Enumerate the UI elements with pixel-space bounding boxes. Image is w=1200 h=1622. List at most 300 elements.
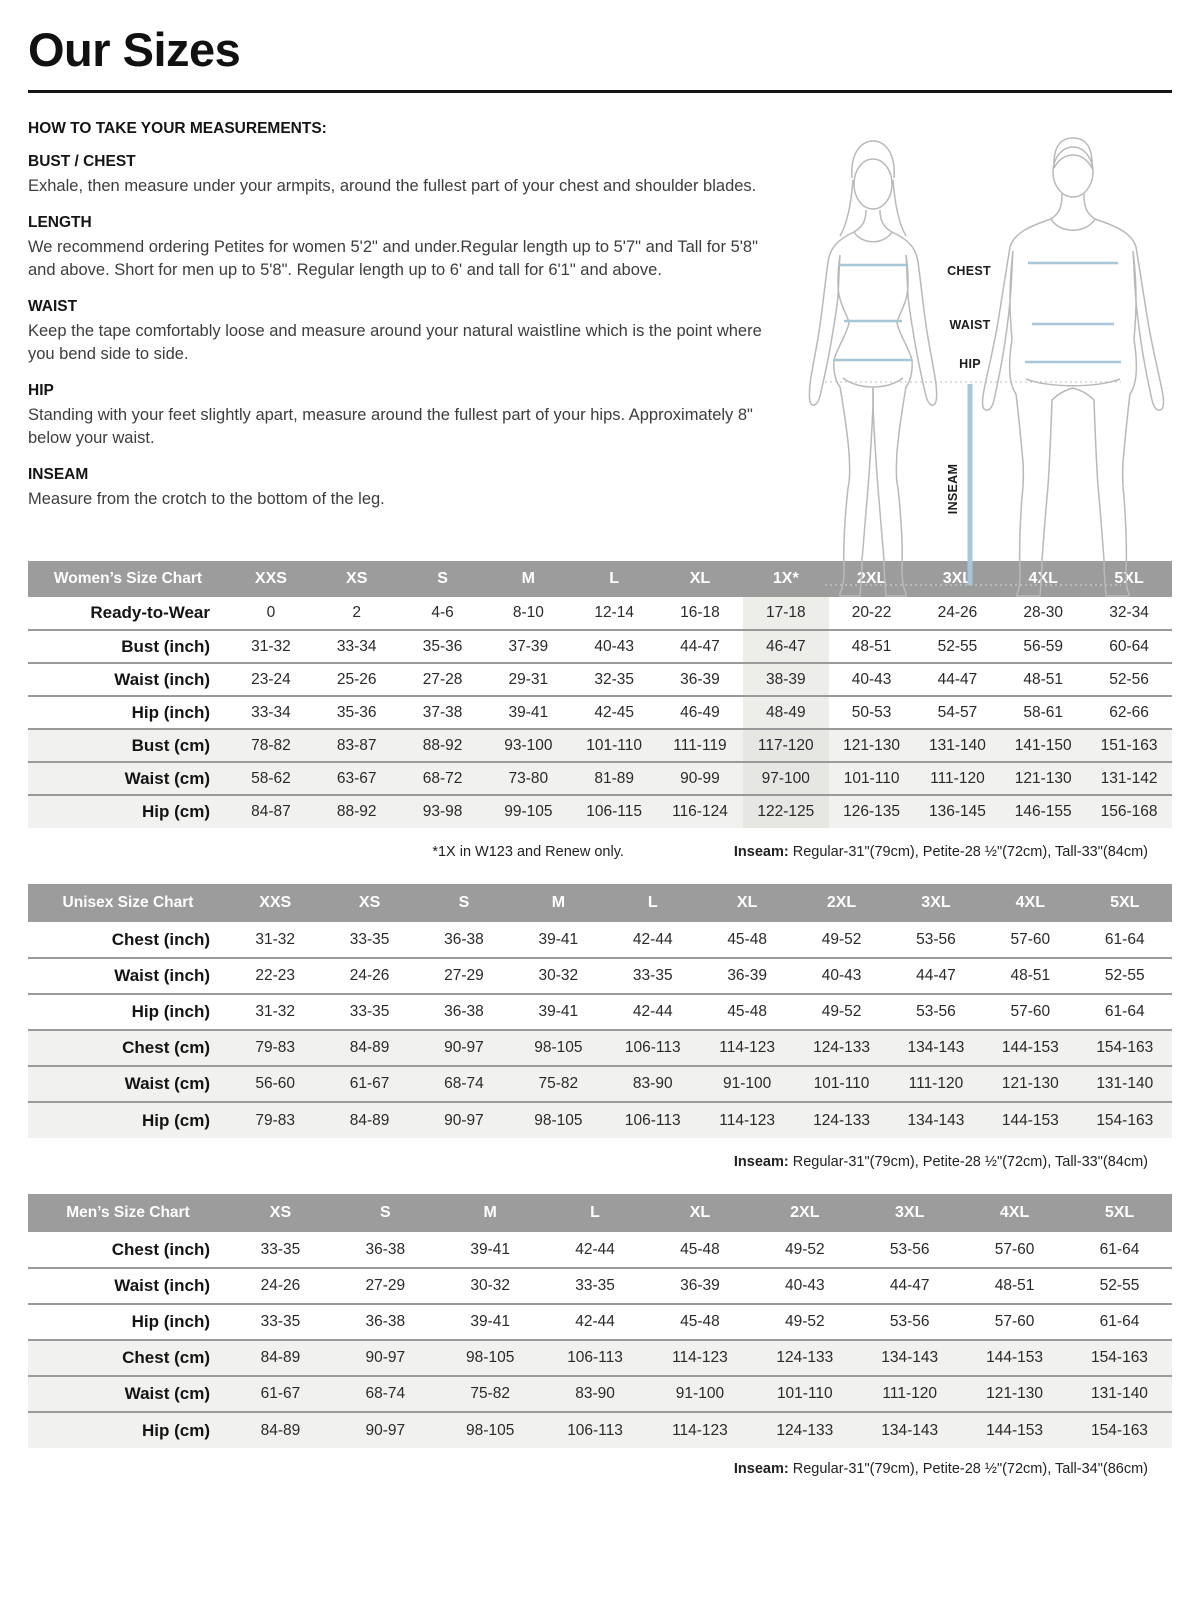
figure-label-inseam: INSEAM [946, 463, 960, 515]
size-value-cell: 35-36 [400, 630, 486, 663]
size-value-cell: 61-67 [322, 1066, 416, 1102]
size-value-cell: 33-34 [228, 696, 314, 729]
size-value-cell: 121-130 [829, 729, 915, 762]
size-value-cell: 106-113 [543, 1340, 648, 1376]
size-value-cell: 45-48 [700, 994, 794, 1030]
size-value-cell: 124-133 [794, 1030, 888, 1066]
size-header-cell: 2XL [752, 1194, 857, 1232]
size-figures-illustration [783, 132, 1168, 604]
size-value-cell: 73-80 [485, 762, 571, 795]
row-label-cell: Hip (inch) [28, 994, 228, 1030]
size-value-cell: 48-51 [983, 958, 1077, 994]
size-value-cell: 99-105 [485, 795, 571, 828]
size-value-cell: 98-105 [438, 1340, 543, 1376]
size-value-cell: 116-124 [657, 795, 743, 828]
chart-title-cell: Women’s Size Chart [28, 561, 228, 597]
size-value-cell: 20-22 [829, 597, 915, 630]
section-paragraph: Measure from the crotch to the bottom of the leg. [28, 489, 385, 508]
size-value-cell: 33-35 [322, 994, 416, 1030]
mens-chart-footnotes [28, 1461, 1172, 1477]
size-value-cell: 154-163 [1078, 1102, 1172, 1138]
size-value-cell: 90-99 [657, 762, 743, 795]
size-value-cell: 131-142 [1086, 762, 1172, 795]
section-paragraph: Exhale, then measure under your armpits, around the fullest part of your chest and shoulder blades. [28, 177, 757, 195]
size-value-cell: 49-52 [752, 1304, 857, 1340]
size-value-cell: 75-82 [438, 1376, 543, 1412]
size-value-cell: 68-74 [333, 1376, 438, 1412]
row-label-cell: Bust (inch) [28, 630, 228, 663]
table-row [28, 922, 1172, 958]
size-value-cell: 97-100 [743, 762, 829, 795]
howto-heading: HOW TO TAKE YOUR MEASUREMENTS: [28, 120, 327, 137]
size-value-cell: 29-31 [485, 663, 571, 696]
size-value-cell: 27-28 [400, 663, 486, 696]
size-value-cell: 25-26 [314, 663, 400, 696]
size-value-cell: 131-140 [915, 729, 1001, 762]
size-value-cell: 2 [314, 597, 400, 630]
size-value-cell: 146-155 [1000, 795, 1086, 828]
size-value-cell: 134-143 [889, 1030, 983, 1066]
size-value-cell: 44-47 [857, 1268, 962, 1304]
size-header-cell: M [438, 1194, 543, 1232]
size-value-cell: 58-62 [228, 762, 314, 795]
footnote-inseam-unisex [734, 1154, 1148, 1170]
table-row [28, 696, 1172, 729]
size-value-cell: 84-89 [228, 1412, 333, 1448]
inseam-footnote-label: Inseam: [733, 844, 789, 860]
row-label-cell: Bust (cm) [28, 729, 228, 762]
chart-title-cell: Unisex Size Chart [28, 884, 228, 922]
size-header-cell: XL [700, 884, 794, 922]
inseam-footnote-text: Regular-31"(79cm), Petite-28 ½"(72cm), Tall-33"(84cm) [788, 1154, 1148, 1170]
size-value-cell: 84-87 [228, 795, 314, 828]
size-value-cell: 61-64 [1067, 1304, 1172, 1340]
measurement-section-waist [28, 298, 770, 367]
size-header-cell: L [571, 561, 657, 597]
size-value-cell: 101-110 [794, 1066, 888, 1102]
size-value-cell: 36-38 [333, 1304, 438, 1340]
size-value-cell: 37-38 [400, 696, 486, 729]
size-value-cell: 42-44 [543, 1304, 648, 1340]
size-value-cell: 36-38 [417, 922, 511, 958]
size-value-cell: 16-18 [657, 597, 743, 630]
size-value-cell: 53-56 [889, 994, 983, 1030]
size-header-cell: 2XL [829, 561, 915, 597]
inseam-footnote-label: Inseam: [733, 1461, 789, 1477]
size-header-cell: XS [228, 1194, 333, 1232]
row-label-cell: Waist (cm) [28, 1376, 228, 1412]
size-value-cell: 61-67 [228, 1376, 333, 1412]
size-value-cell: 24-26 [915, 597, 1001, 630]
size-header-cell: S [400, 561, 486, 597]
size-value-cell: 131-140 [1067, 1376, 1172, 1412]
section-heading: WAIST [28, 297, 78, 315]
size-value-cell: 44-47 [915, 663, 1001, 696]
size-value-cell: 48-51 [829, 630, 915, 663]
size-header-cell: XS [322, 884, 416, 922]
size-value-cell: 42-44 [606, 922, 700, 958]
size-value-cell: 40-43 [794, 958, 888, 994]
size-value-cell: 57-60 [962, 1304, 1067, 1340]
womens-size-chart-block [28, 561, 1172, 860]
size-header-cell: 4XL [962, 1194, 1067, 1232]
size-value-cell: 46-49 [657, 696, 743, 729]
row-label-cell: Chest (inch) [28, 922, 228, 958]
size-value-cell: 91-100 [700, 1066, 794, 1102]
size-value-cell: 39-41 [438, 1304, 543, 1340]
size-value-cell: 62-66 [1086, 696, 1172, 729]
unisex-size-chart-table [28, 884, 1172, 1138]
size-value-cell: 91-100 [648, 1376, 753, 1412]
size-value-cell: 78-82 [228, 729, 314, 762]
size-value-cell: 44-47 [657, 630, 743, 663]
size-value-cell: 44-47 [889, 958, 983, 994]
size-value-cell: 88-92 [314, 795, 400, 828]
table-row [28, 795, 1172, 828]
size-value-cell: 111-119 [657, 729, 743, 762]
size-header-cell: 2XL [794, 884, 888, 922]
page-title: Our Sizes [28, 23, 241, 76]
table-row [28, 1066, 1172, 1102]
size-value-cell: 151-163 [1086, 729, 1172, 762]
chart-title-cell: Men’s Size Chart [28, 1194, 228, 1232]
size-value-cell: 81-89 [571, 762, 657, 795]
size-value-cell: 57-60 [983, 994, 1077, 1030]
size-value-cell: 39-41 [438, 1232, 543, 1268]
size-value-cell: 53-56 [857, 1232, 962, 1268]
table-row [28, 1376, 1172, 1412]
table-row [28, 1102, 1172, 1138]
size-header-cell: 3XL [915, 561, 1001, 597]
size-header-cell: M [511, 884, 605, 922]
size-value-cell: 24-26 [322, 958, 416, 994]
size-value-cell: 50-53 [829, 696, 915, 729]
size-value-cell: 154-163 [1067, 1412, 1172, 1448]
size-value-cell: 30-32 [511, 958, 605, 994]
size-value-cell: 111-120 [889, 1066, 983, 1102]
size-header-cell: 5XL [1086, 561, 1172, 597]
size-value-cell: 35-36 [314, 696, 400, 729]
row-label-cell: Chest (cm) [28, 1030, 228, 1066]
chart-header-row [28, 1194, 1172, 1232]
size-value-cell: 126-135 [829, 795, 915, 828]
size-header-cell: XXS [228, 884, 322, 922]
size-header-cell: S [417, 884, 511, 922]
section-heading: HIP [28, 381, 54, 399]
size-value-cell: 101-110 [571, 729, 657, 762]
size-value-cell: 48-51 [962, 1268, 1067, 1304]
size-value-cell: 33-34 [314, 630, 400, 663]
size-value-cell: 83-90 [543, 1376, 648, 1412]
measurement-section-hip [28, 382, 770, 451]
size-value-cell: 53-56 [857, 1304, 962, 1340]
size-header-cell: M [485, 561, 571, 597]
section-paragraph: Keep the tape comfortably loose and measure around your natural waistline which is the point where you bend side to side. [28, 321, 762, 363]
female-figure-outline [809, 141, 936, 596]
size-value-cell: 106-113 [606, 1102, 700, 1138]
size-value-cell: 121-130 [962, 1376, 1067, 1412]
figure-label-chest: CHEST [947, 264, 991, 278]
size-value-cell: 121-130 [983, 1066, 1077, 1102]
size-value-cell: 36-38 [333, 1232, 438, 1268]
size-value-cell: 38-39 [743, 663, 829, 696]
size-value-cell: 33-35 [606, 958, 700, 994]
row-label-cell: Hip (cm) [28, 1102, 228, 1138]
womens-chart-footnotes [28, 844, 1172, 860]
size-value-cell: 90-97 [333, 1340, 438, 1376]
unisex-size-chart-block [28, 884, 1172, 1170]
size-value-cell: 49-52 [752, 1232, 857, 1268]
footnote-1x: *1X in W123 and Renew only. [432, 844, 624, 860]
size-value-cell: 0 [228, 597, 314, 630]
size-value-cell: 114-123 [648, 1412, 753, 1448]
size-value-cell: 93-100 [485, 729, 571, 762]
table-row [28, 1340, 1172, 1376]
size-value-cell: 36-39 [648, 1268, 753, 1304]
size-value-cell: 45-48 [648, 1304, 753, 1340]
size-value-cell: 52-55 [915, 630, 1001, 663]
size-value-cell: 156-168 [1086, 795, 1172, 828]
row-label-cell: Waist (cm) [28, 1066, 228, 1102]
measurement-section-length [28, 214, 770, 283]
measurement-section-inseam [28, 466, 770, 512]
size-value-cell: 56-59 [1000, 630, 1086, 663]
size-value-cell: 48-51 [1000, 663, 1086, 696]
row-label-cell: Hip (inch) [28, 1304, 228, 1340]
size-value-cell: 36-38 [417, 994, 511, 1030]
size-value-cell: 114-123 [700, 1030, 794, 1066]
inseam-footnote-label: Inseam: [733, 1154, 789, 1170]
row-label-cell: Chest (inch) [28, 1232, 228, 1268]
size-value-cell: 36-39 [657, 663, 743, 696]
male-figure-outline [983, 138, 1164, 596]
size-value-cell: 75-82 [511, 1066, 605, 1102]
size-value-cell: 32-34 [1086, 597, 1172, 630]
size-value-cell: 40-43 [829, 663, 915, 696]
size-value-cell: 84-89 [322, 1030, 416, 1066]
size-value-cell: 144-153 [962, 1412, 1067, 1448]
size-header-cell: 3XL [889, 884, 983, 922]
size-value-cell: 33-35 [543, 1268, 648, 1304]
size-value-cell: 12-14 [571, 597, 657, 630]
table-row [28, 1232, 1172, 1268]
size-header-cell: S [333, 1194, 438, 1232]
size-value-cell: 52-56 [1086, 663, 1172, 696]
figure-label-hip: HIP [959, 357, 981, 371]
size-value-cell: 106-113 [543, 1412, 648, 1448]
mens-size-chart-table [28, 1194, 1172, 1448]
size-value-cell: 39-41 [511, 922, 605, 958]
size-value-cell: 61-64 [1067, 1232, 1172, 1268]
section-heading: LENGTH [28, 213, 92, 231]
table-row [28, 1268, 1172, 1304]
size-value-cell: 32-35 [571, 663, 657, 696]
table-row [28, 958, 1172, 994]
row-label-cell: Waist (inch) [28, 663, 228, 696]
size-value-cell: 45-48 [648, 1232, 753, 1268]
size-value-cell: 33-35 [228, 1232, 333, 1268]
size-value-cell: 124-133 [752, 1340, 857, 1376]
size-value-cell: 56-60 [228, 1066, 322, 1102]
size-value-cell: 79-83 [228, 1030, 322, 1066]
size-value-cell: 114-123 [700, 1102, 794, 1138]
table-row [28, 1030, 1172, 1066]
row-label-cell: Waist (cm) [28, 762, 228, 795]
unisex-chart-footnotes [28, 1154, 1172, 1170]
size-value-cell: 58-61 [1000, 696, 1086, 729]
size-value-cell: 8-10 [485, 597, 571, 630]
size-value-cell: 68-72 [400, 762, 486, 795]
size-value-cell: 124-133 [752, 1412, 857, 1448]
size-value-cell: 98-105 [438, 1412, 543, 1448]
size-value-cell: 45-48 [700, 922, 794, 958]
table-row [28, 1412, 1172, 1448]
size-header-cell: XXS [228, 561, 314, 597]
size-value-cell: 93-98 [400, 795, 486, 828]
table-row [28, 630, 1172, 663]
size-value-cell: 90-97 [417, 1102, 511, 1138]
section-heading: INSEAM [28, 465, 89, 483]
size-value-cell: 134-143 [889, 1102, 983, 1138]
mens-size-chart-block [28, 1194, 1172, 1477]
size-value-cell: 141-150 [1000, 729, 1086, 762]
size-value-cell: 42-45 [571, 696, 657, 729]
row-label-cell: Hip (inch) [28, 696, 228, 729]
size-value-cell: 28-30 [1000, 597, 1086, 630]
size-value-cell: 40-43 [571, 630, 657, 663]
size-value-cell: 39-41 [485, 696, 571, 729]
size-value-cell: 83-87 [314, 729, 400, 762]
row-label-cell: Hip (cm) [28, 1412, 228, 1448]
size-value-cell: 31-32 [228, 922, 322, 958]
size-value-cell: 4-6 [400, 597, 486, 630]
measurement-section-bust-chest [28, 153, 770, 199]
size-value-cell: 114-123 [648, 1340, 753, 1376]
size-value-cell: 54-57 [915, 696, 1001, 729]
size-value-cell: 61-64 [1078, 994, 1172, 1030]
size-value-cell: 49-52 [794, 922, 888, 958]
size-header-cell: 1X* [743, 561, 829, 597]
size-value-cell: 57-60 [983, 922, 1077, 958]
size-value-cell: 53-56 [889, 922, 983, 958]
size-value-cell: 106-115 [571, 795, 657, 828]
footnote-inseam-women [734, 844, 1148, 860]
section-paragraph: Standing with your feet slightly apart, measure around the fullest part of your hips. Approximately 8" below your waist. [28, 405, 753, 447]
size-value-cell: 134-143 [857, 1340, 962, 1376]
size-value-cell: 131-140 [1078, 1066, 1172, 1102]
size-value-cell: 33-35 [322, 922, 416, 958]
size-value-cell: 144-153 [983, 1102, 1077, 1138]
row-label-cell: Waist (inch) [28, 1268, 228, 1304]
size-value-cell: 122-125 [743, 795, 829, 828]
table-row [28, 729, 1172, 762]
size-value-cell: 60-64 [1086, 630, 1172, 663]
footnote-inseam-men [734, 1461, 1148, 1477]
size-value-cell: 42-44 [606, 994, 700, 1030]
inseam-footnote-text: Regular-31"(79cm), Petite-28 ½"(72cm), Tall-33"(84cm) [788, 844, 1148, 860]
title-divider [28, 90, 1172, 93]
size-value-cell: 144-153 [962, 1340, 1067, 1376]
size-value-cell: 31-32 [228, 630, 314, 663]
row-label-cell: Hip (cm) [28, 795, 228, 828]
size-header-cell: XS [314, 561, 400, 597]
size-value-cell: 48-49 [743, 696, 829, 729]
size-value-cell: 39-41 [511, 994, 605, 1030]
size-charts-section [28, 561, 1172, 1477]
size-value-cell: 117-120 [743, 729, 829, 762]
size-header-cell: 4XL [983, 884, 1077, 922]
dotted-reference-lines [825, 382, 1121, 585]
size-header-cell: XL [657, 561, 743, 597]
table-row [28, 994, 1172, 1030]
size-value-cell: 98-105 [511, 1030, 605, 1066]
size-value-cell: 84-89 [228, 1340, 333, 1376]
size-value-cell: 42-44 [543, 1232, 648, 1268]
size-value-cell: 154-163 [1078, 1030, 1172, 1066]
size-value-cell: 46-47 [743, 630, 829, 663]
size-value-cell: 88-92 [400, 729, 486, 762]
size-value-cell: 37-39 [485, 630, 571, 663]
size-value-cell: 33-35 [228, 1304, 333, 1340]
figure-label-waist: WAIST [949, 318, 991, 332]
measurement-lines [834, 263, 1121, 585]
size-value-cell: 111-120 [857, 1376, 962, 1412]
size-value-cell: 134-143 [857, 1412, 962, 1448]
size-value-cell: 68-74 [417, 1066, 511, 1102]
size-value-cell: 40-43 [752, 1268, 857, 1304]
row-label-cell: Chest (cm) [28, 1340, 228, 1376]
size-header-cell: 5XL [1067, 1194, 1172, 1232]
size-value-cell: 84-89 [322, 1102, 416, 1138]
size-value-cell: 144-153 [983, 1030, 1077, 1066]
size-header-cell: 4XL [1000, 561, 1086, 597]
size-value-cell: 106-113 [606, 1030, 700, 1066]
size-value-cell: 101-110 [752, 1376, 857, 1412]
size-value-cell: 52-55 [1078, 958, 1172, 994]
chart-header-row [28, 884, 1172, 922]
size-value-cell: 79-83 [228, 1102, 322, 1138]
size-value-cell: 52-55 [1067, 1268, 1172, 1304]
size-value-cell: 83-90 [606, 1066, 700, 1102]
size-value-cell: 36-39 [700, 958, 794, 994]
size-value-cell: 101-110 [829, 762, 915, 795]
size-value-cell: 121-130 [1000, 762, 1086, 795]
size-value-cell: 63-67 [314, 762, 400, 795]
size-value-cell: 90-97 [417, 1030, 511, 1066]
section-paragraph: We recommend ordering Petites for women 5'2" and under.Regular length up to 5'7" and Tall for 5'8" and above. Short for men up to 5'8". Regular length up to 6' and tall for 6'1" and above. [28, 237, 758, 279]
size-value-cell: 98-105 [511, 1102, 605, 1138]
size-value-cell: 124-133 [794, 1102, 888, 1138]
size-value-cell: 30-32 [438, 1268, 543, 1304]
size-value-cell: 136-145 [915, 795, 1001, 828]
inseam-footnote-text: Regular-31"(79cm), Petite-28 ½"(72cm), Tall-34"(86cm) [788, 1461, 1148, 1477]
table-row [28, 762, 1172, 795]
size-value-cell: 27-29 [417, 958, 511, 994]
size-value-cell: 24-26 [228, 1268, 333, 1304]
size-value-cell: 57-60 [962, 1232, 1067, 1268]
size-value-cell: 61-64 [1078, 922, 1172, 958]
size-value-cell: 49-52 [794, 994, 888, 1030]
size-value-cell: 27-29 [333, 1268, 438, 1304]
size-value-cell: 17-18 [743, 597, 829, 630]
size-header-cell: L [543, 1194, 648, 1232]
size-value-cell: 23-24 [228, 663, 314, 696]
size-value-cell: 111-120 [915, 762, 1001, 795]
table-row [28, 1304, 1172, 1340]
size-header-cell: XL [648, 1194, 753, 1232]
size-header-cell: L [606, 884, 700, 922]
size-header-cell: 3XL [857, 1194, 962, 1232]
